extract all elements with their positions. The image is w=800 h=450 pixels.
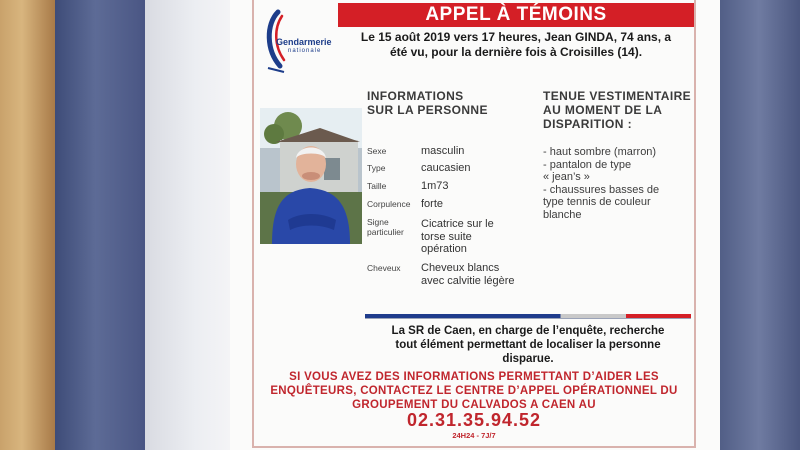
info-section-title-line: SUR LA PERSONNE <box>367 103 488 117</box>
clothing-section-title-line: AU MOMENT DE LA <box>543 103 663 117</box>
logo-subtitle: nationale <box>288 48 322 54</box>
info-section-title <box>367 89 488 117</box>
label-distinctive-mark <box>367 217 404 237</box>
cta-line: ENQUÊTEURS, CONTACTEZ LE CENTRE D’APPEL OPÉRATIONNEL DU <box>270 385 678 397</box>
investigation-line: tout élément permettant de localiser la personne <box>395 339 661 351</box>
phone-number[interactable]: 02.31.35.94.52 <box>406 410 542 430</box>
cta-line: SI VOUS AVEZ DES INFORMATIONS PERMETTANT D’AIDER LES <box>289 371 659 383</box>
value-distinctive-mark <box>421 218 494 256</box>
background-blue-band <box>55 0 145 450</box>
appeal-banner: APPEL À TÉMOINS <box>338 3 694 27</box>
clothing-line: type tennis de couleur <box>543 196 651 208</box>
background-right-band <box>718 0 800 450</box>
value-line: opération <box>421 243 467 255</box>
clothing-line: « jean’s » <box>543 171 590 183</box>
value-sex: masculin <box>421 145 465 157</box>
label-hair: Cheveux <box>367 263 401 273</box>
clothing-section-title-line: TENUE VESTIMENTAIRE <box>543 89 692 103</box>
label-type: Type <box>367 163 386 173</box>
label-line: particulier <box>367 227 404 237</box>
clothing-line: - pantalon de type <box>543 158 632 171</box>
missing-person-poster <box>230 0 720 450</box>
investigation-line: disparue. <box>502 353 554 365</box>
investigation-line: La SR de Caen, en charge de l’enquête, recherche <box>391 325 665 337</box>
label-sex: Sexe <box>367 146 387 156</box>
background-light-band <box>145 0 230 450</box>
clothing-line: blanche <box>543 208 582 221</box>
clothing-section-title-line: DISPARITION : <box>543 117 632 131</box>
value-line: avec calvitie légère <box>421 274 515 287</box>
availability-hours: 24H24 - 7J/7 <box>452 431 496 440</box>
value-build: forte <box>421 198 444 210</box>
intro-line: été vu, pour la dernière fois à Croisilles (14). <box>389 45 643 59</box>
value-line: Cheveux blancs <box>421 262 500 274</box>
call-to-action <box>254 370 694 412</box>
clothing-line: - haut sombre (marron) <box>543 146 657 158</box>
divider-shadow <box>365 318 691 319</box>
cta-line: GROUPEMENT DU CALVADOS A CAEN AU <box>352 399 596 411</box>
value-line: torse suite <box>421 230 472 243</box>
intro-text <box>338 30 694 60</box>
value-hair <box>421 262 515 287</box>
value-line: Cicatrice sur le <box>421 218 494 230</box>
person-photo <box>260 108 362 244</box>
info-section-title-line: INFORMATIONS <box>367 89 464 103</box>
label-height: Taille <box>367 181 387 191</box>
investigation-text <box>365 324 691 366</box>
clothing-line: - chaussures basses de <box>543 183 660 196</box>
background-left-band <box>0 0 55 450</box>
value-type: caucasien <box>421 162 471 174</box>
clothing-section-title <box>543 89 691 131</box>
label-build: Corpulence <box>367 199 411 209</box>
intro-line: Le 15 août 2019 vers 17 heures, Jean GINDA, 74 ans, a <box>360 30 672 44</box>
label-line: Signe <box>367 217 389 227</box>
value-height: 1m73 <box>421 180 449 192</box>
logo-name: Gendarmerie <box>276 37 332 47</box>
clothing-list <box>543 146 693 221</box>
